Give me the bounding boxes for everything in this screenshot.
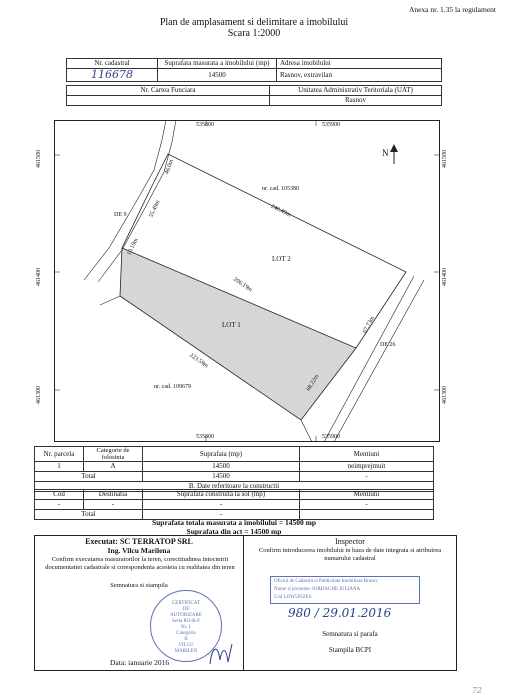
dim-240: 240.49m (269, 203, 292, 219)
col-parcela: Nr. parcela (35, 447, 84, 462)
cad-value: 116678 (91, 67, 133, 81)
cf-value (67, 96, 270, 106)
col-cod: Cod (35, 490, 84, 500)
total-mentiuni: - (300, 472, 434, 482)
col-destinatia: Destinatia (84, 490, 143, 500)
cf-label: Nr. Cartea Funciara (67, 86, 270, 96)
label-de9: DE 9 (114, 212, 127, 218)
b-row-cod: - (35, 500, 84, 510)
executant-name: Ing. Vilcu Marilena (107, 546, 171, 555)
col-mentiuni-b: Mentiuni (300, 490, 434, 500)
grid-x-2: 535900 (322, 122, 340, 128)
b-row-mentiuni: - (300, 500, 434, 510)
b-row-suprafata: - (143, 500, 300, 510)
executant-signature (206, 640, 236, 668)
lot1-parcel (120, 248, 356, 420)
page-mark: 72 (471, 686, 482, 695)
row-folosinta: A (84, 462, 143, 472)
dim-10: 10.19m (126, 237, 140, 257)
grid-y-left-3: 461300 (36, 386, 42, 404)
col-suprafata: Suprafata (mp) (143, 447, 300, 462)
dim-55: 55.49m (148, 199, 162, 219)
b-row-destinatia: - (84, 500, 143, 510)
col-folosinta: Categorie de folosinta (84, 447, 143, 462)
grid-y-right-3: 461300 (442, 386, 448, 404)
grid-y-right-2: 461400 (442, 268, 448, 286)
label-cad-109679: nr. cad. 109679 (154, 384, 191, 390)
grid-y-left-2: 461400 (36, 268, 42, 286)
section-b-title: B. Date referitoare la constructii (35, 482, 434, 492)
executant-sign-label: Semnatura si stampila (110, 582, 168, 589)
annex-label: Anexa nr. 1.35 la regulament (408, 5, 496, 14)
address-label: Adresa imobilului (277, 59, 442, 69)
col-mentiuni: Mentiuni (300, 447, 434, 462)
uat-label: Unitatea Administrativ Teritoriala (UAT) (270, 86, 442, 96)
b-total-label: Total (35, 510, 143, 520)
label-lot2: LOT 2 (272, 255, 291, 263)
executant-date: Data: ianuarie 2016 (110, 658, 170, 667)
inspector-stamp: Oficiul de Cadastru si Publicitate Imobiliara Brasov Nume si prenume: IORDACHE IULIANA Cod LOW5INZE6 (270, 576, 420, 604)
section-b-table (34, 489, 434, 520)
inspector-stamp-label: Stampila BCPI (328, 646, 372, 654)
inspector-sign-label: Semnatura si parafa (322, 630, 378, 638)
dim-206: 206.19m (232, 276, 254, 294)
cad-label: Nr. cadastral (67, 59, 158, 69)
grid-y-left-1: 461500 (36, 150, 42, 168)
label-cad-105380: nr. cad. 105380 (262, 186, 299, 192)
label-de26: DE 26 (380, 342, 396, 348)
uat-value: Rasnov (270, 96, 442, 106)
total-value: 14500 (143, 472, 300, 482)
grid-x-3: 535800 (196, 434, 214, 440)
scale-label: Scara 1:2000 (227, 28, 281, 39)
row-mentiuni: neimprejmuit (300, 462, 434, 472)
dim-46: 46.0m (164, 158, 175, 176)
inspector-hand-number: 980 / 29.01.2016 (288, 606, 392, 620)
header-table (66, 58, 442, 82)
dim-223: 223.59m (188, 352, 210, 370)
map-drawing (54, 120, 440, 442)
executant-title: Executat: SC TERRATOP SRL (85, 537, 193, 546)
dim-67: 67.73m (362, 315, 377, 335)
grid-x-1: 535800 (196, 122, 214, 128)
total-measured: Suprafata totala masurata a imobilului = 14500 mp (151, 518, 317, 527)
section-a-table (34, 446, 434, 492)
inspector-title: Inspector (335, 537, 365, 546)
cf-table (66, 85, 442, 106)
north-label: N (382, 148, 389, 158)
page-title: Plan de amplasament si delimitare a imobilului (159, 17, 349, 28)
dim-68: 68.22m (305, 373, 321, 393)
area-label: Suprafata masurata a imobilului (mp) (158, 59, 277, 69)
label-lot1: LOT 1 (222, 321, 241, 329)
inspector-text: Confirm introducerea imobilului in baza de date integrata si atribuirea numarului cadastral (258, 547, 442, 562)
row-suprafata: 14500 (143, 462, 300, 472)
col-suprafata-b: Suprafata construita la sol (mp) (143, 490, 300, 500)
row-parcela: 1 (35, 462, 84, 472)
total-act: Suprafata din act = 14500 mp (186, 527, 282, 536)
executant-text: Confirm executarea masuratorilor la teren, corectitudinea intocmirii documentatiei cadastrale si corespondenta acesteia cu realitatea din teren (45, 556, 235, 571)
executant-stamp: CERTIFICAT DE AUTORIZARE Seria RO-B-F Nr. 1 Categoria B VILCU MARILEN (150, 590, 222, 662)
b-total-value: - (143, 510, 300, 520)
address-value: Rasnov, extravilan (277, 69, 442, 82)
area-value: 14500 (158, 69, 277, 82)
grid-y-right-1: 461500 (442, 150, 448, 168)
total-label: Total (35, 472, 143, 482)
grid-x-4: 535900 (322, 434, 340, 440)
